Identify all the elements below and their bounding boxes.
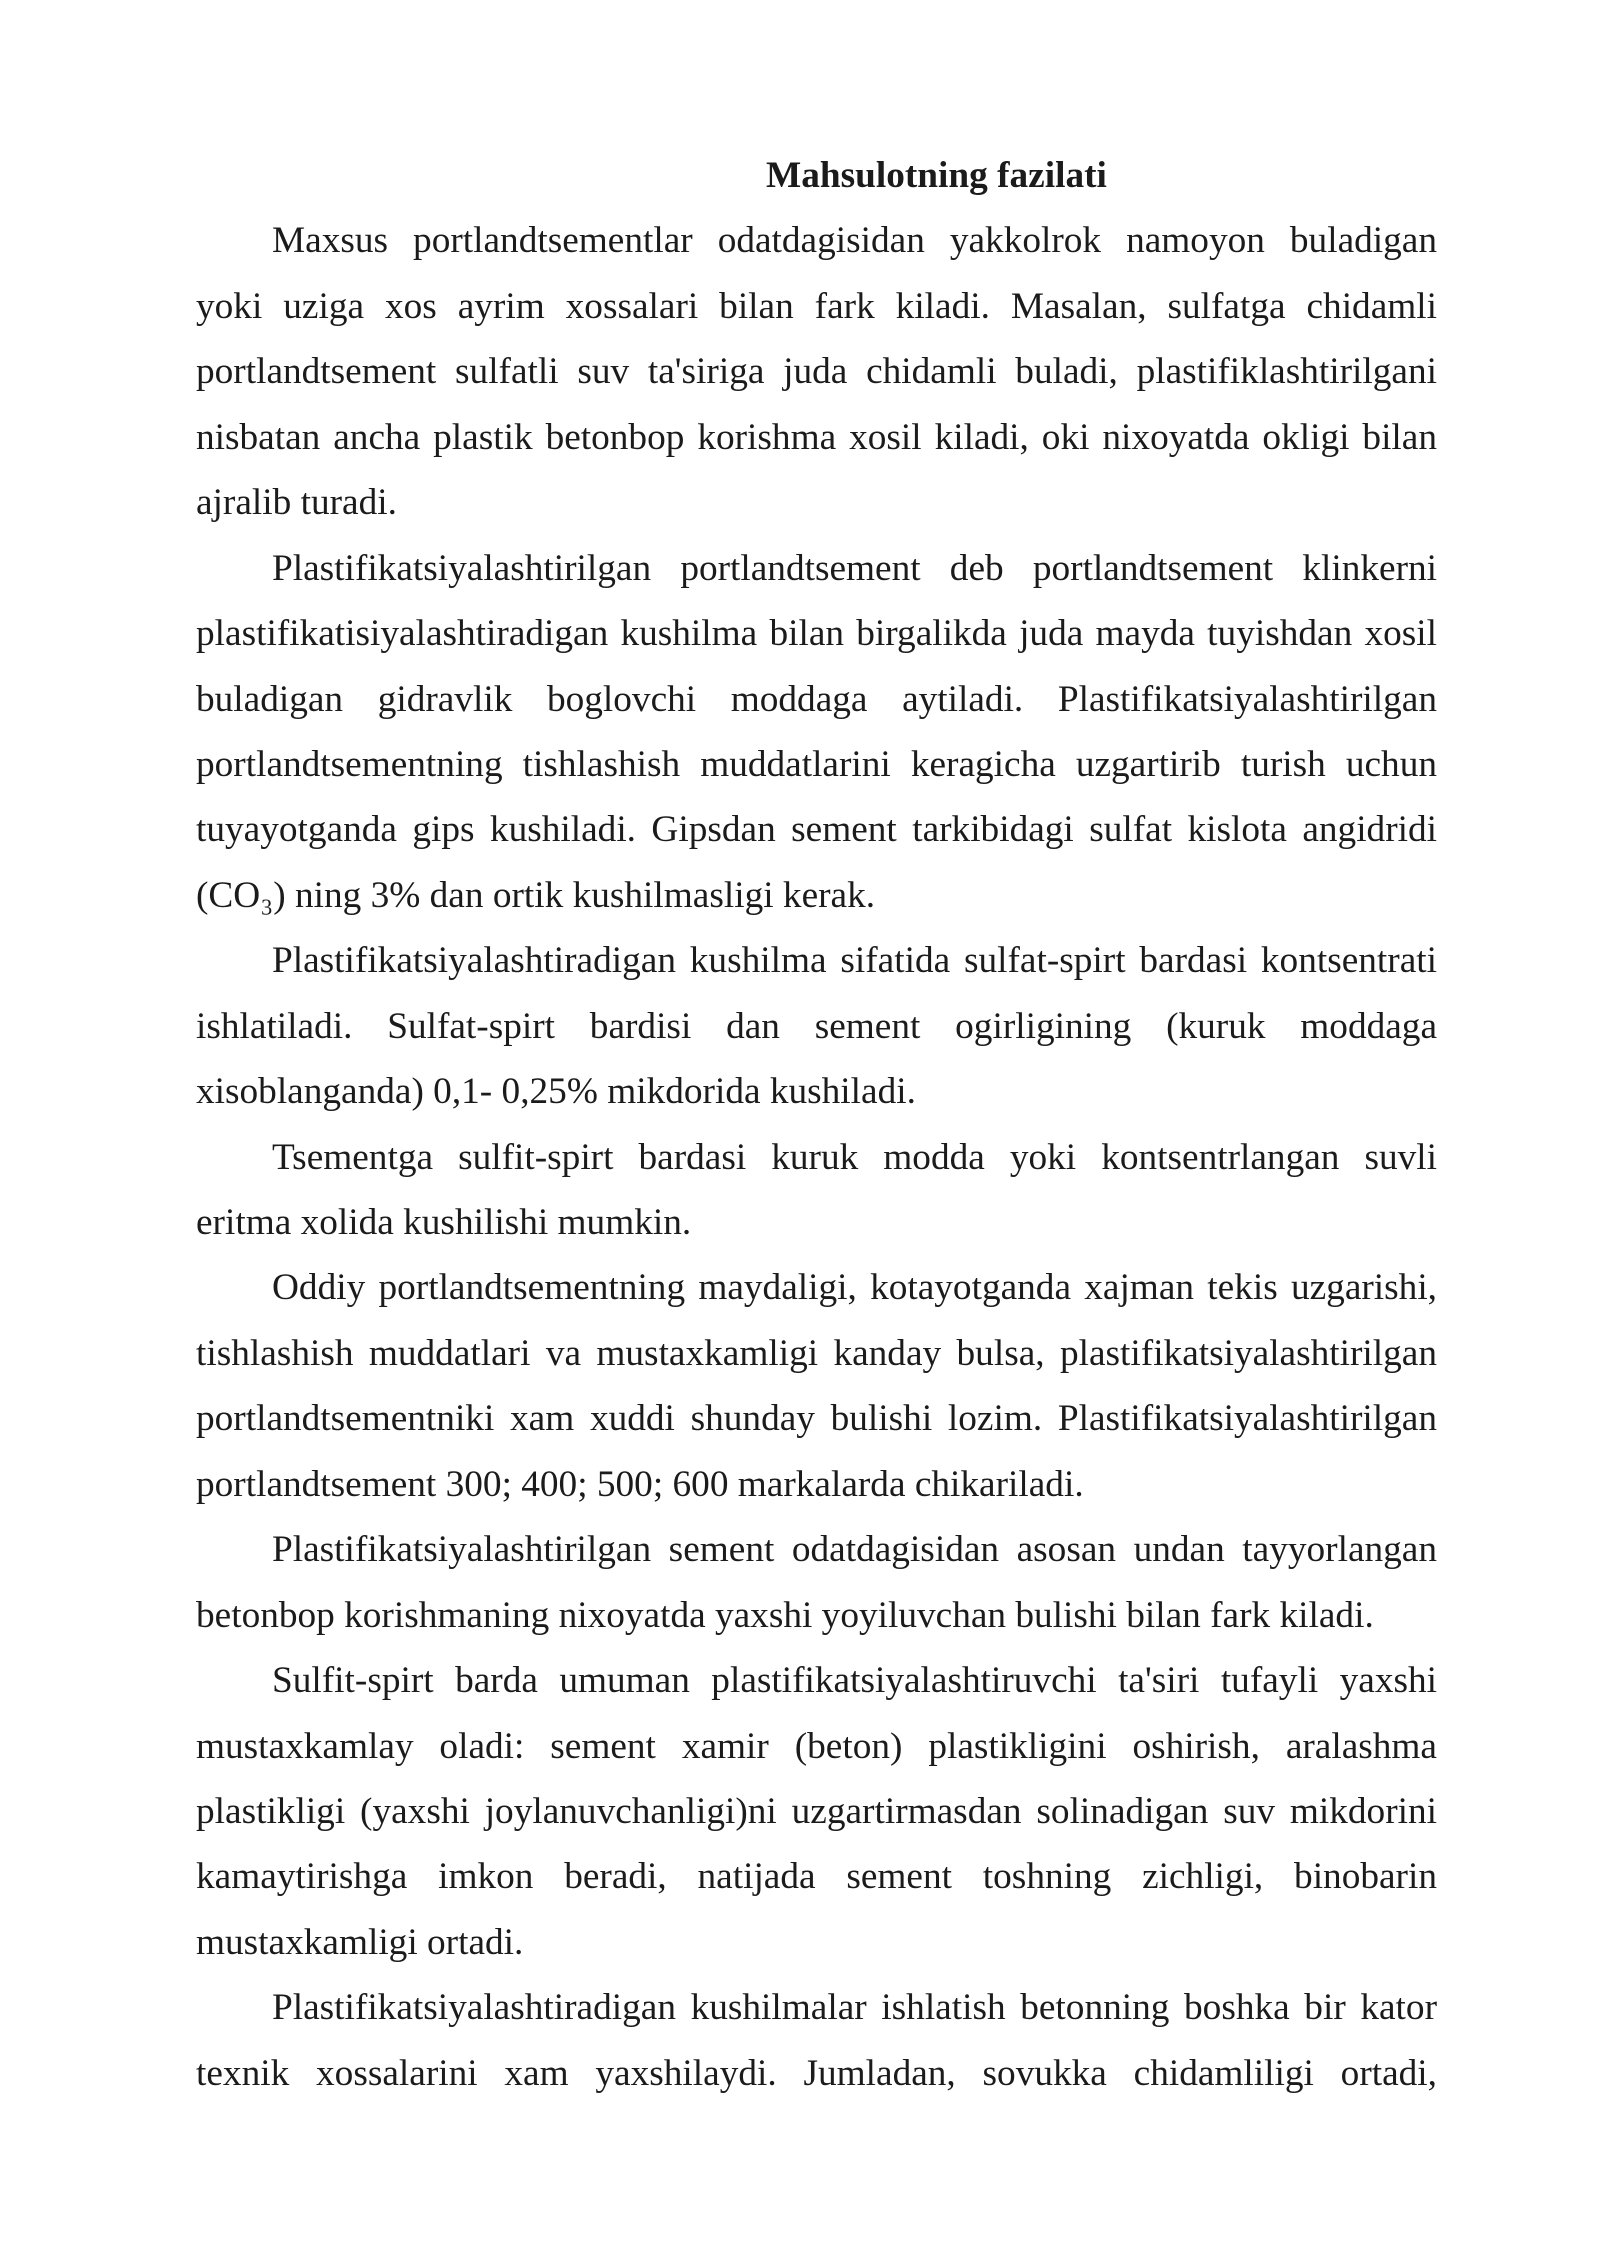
document-body [196,143,1437,2106]
paragraph-3-line-1: Plastifikatsiyalashtiradigan kushilma sifatida sulfat-spirt bardasi kontsentrati [272,940,1437,982]
paragraph-1 [196,208,1437,535]
paragraph-7 [196,1648,1437,1975]
paragraph-2-line-2: plastifikatisiyalashtiradigan kushilma bilan birgalikda juda mayda tuyishdan xosil [196,613,1437,655]
paragraph-5-line-4: portlandtsement 300; 400; 500; 600 markalarda chikariladi. [196,1463,1084,1505]
paragraph-5-line-2: tishlashish muddatlari va mustaxkamligi kanday bulsa, plastifikatsiyalashtirilgan [196,1332,1437,1374]
paragraph-3-line-2: ishlatiladi. Sulfat-spirt bardisi dan sement ogirligining (kuruk moddaga [196,1005,1437,1047]
paragraph-7-line-2: mustaxkamlay oladi: sement xamir (beton) plastikligini oshirish, aralashma [196,1725,1437,1767]
paragraph-1-line-1: Maxsus portlandtsementlar odatdagisidan yakkolrok namoyon buladigan [272,220,1437,262]
paragraph-7-line-5: mustaxkamligi ortadi. [196,1921,524,1963]
paragraph-7-line-3: plastikligi (yaxshi joylanuvchanligi)ni uzgartirmasdan solinadigan suv mikdorini [196,1790,1437,1832]
paragraph-3-line-3: xisoblanganda) 0,1- 0,25% mikdorida kushiladi. [196,1071,916,1113]
paragraph-8-line-1: Plastifikatsiyalashtiradigan kushilmalar ishlatish betonning boshka bir kator [272,1987,1437,2029]
paragraph-2-line-6: (CO₃) ning 3% dan ortik kushilmasligi kerak. [196,874,876,916]
paragraph-5-line-3: portlandtsementniki xam xuddi shunday bulishi lozim. Plastifikatsiyalashtirilgan [196,1398,1437,1440]
paragraph-8 [196,1975,1437,2106]
paragraph-4-line-1: Tsementga sulfit-spirt bardasi kuruk modda yoki kontsentrlangan suvli [272,1136,1437,1178]
paragraph-4-line-2: eritma xolida kushilishi mumkin. [196,1202,692,1243]
paragraph-1-line-3: portlandtsement sulfatli suv ta'siriga juda chidamli buladi, plastifiklashtirilgani [196,351,1437,393]
paragraph-8-line-2: texnik xossalarini xam yaxshilaydi. Jumladan, sovukka chidamliligi ortadi, [196,2052,1437,2094]
paragraph-2-line-5: tuyayotganda gips kushiladi. Gipsdan sement tarkibidagi sulfat kislota angidridi [196,809,1437,851]
paragraph-2 [196,536,1437,929]
paragraph-5 [196,1255,1437,1517]
paragraph-1-line-2: yoki uziga xos ayrim xossalari bilan fark kiladi. Masalan, sulfatga chidamli [196,285,1437,327]
paragraph-2-line-3: buladigan gidravlik boglovchi moddaga aytiladi. Plastifikatsiyalashtirilgan [196,678,1437,720]
paragraph-4 [196,1125,1437,1256]
paragraph-2-line-4: portlandtsementning tishlashish muddatlarini keragicha uzgartirib turish uchun [196,743,1437,785]
paragraph-1-line-5: ajralib turadi. [196,482,397,524]
paragraph-6-line-1: Plastifikatsiyalashtirilgan sement odatdagisidan asosan undan tayyorlangan [272,1529,1437,1571]
paragraph-5-line-1: Oddiy portlandtsementning maydaligi, kotayotganda xajman tekis uzgarishi, [272,1267,1437,1309]
paragraph-6-line-2: betonbop korishmaning nixoyatda yaxshi yoyiluvchan bulishi bilan fark kiladi. [196,1594,1374,1636]
paragraph-7-line-4: kamaytirishga imkon beradi, natijada sement toshning zichligi, binobarin [196,1856,1437,1898]
paragraph-1-line-4: nisbatan ancha plastik betonbop korishma xosil kiladi, oki nixoyatda okligi bilan [196,416,1437,458]
paragraph-6 [196,1517,1437,1648]
paragraph-3 [196,928,1437,1124]
document-title: Mahsulotning fazilati [766,155,1107,196]
paragraph-2-line-1: Plastifikatsiyalashtirilgan portlandtsement deb portlandtsement klinkerni [272,547,1437,589]
paragraph-7-line-1: Sulfit-spirt barda umuman plastifikatsiyalashtiruvchi ta'siri tufayli yaxshi [272,1660,1437,1702]
